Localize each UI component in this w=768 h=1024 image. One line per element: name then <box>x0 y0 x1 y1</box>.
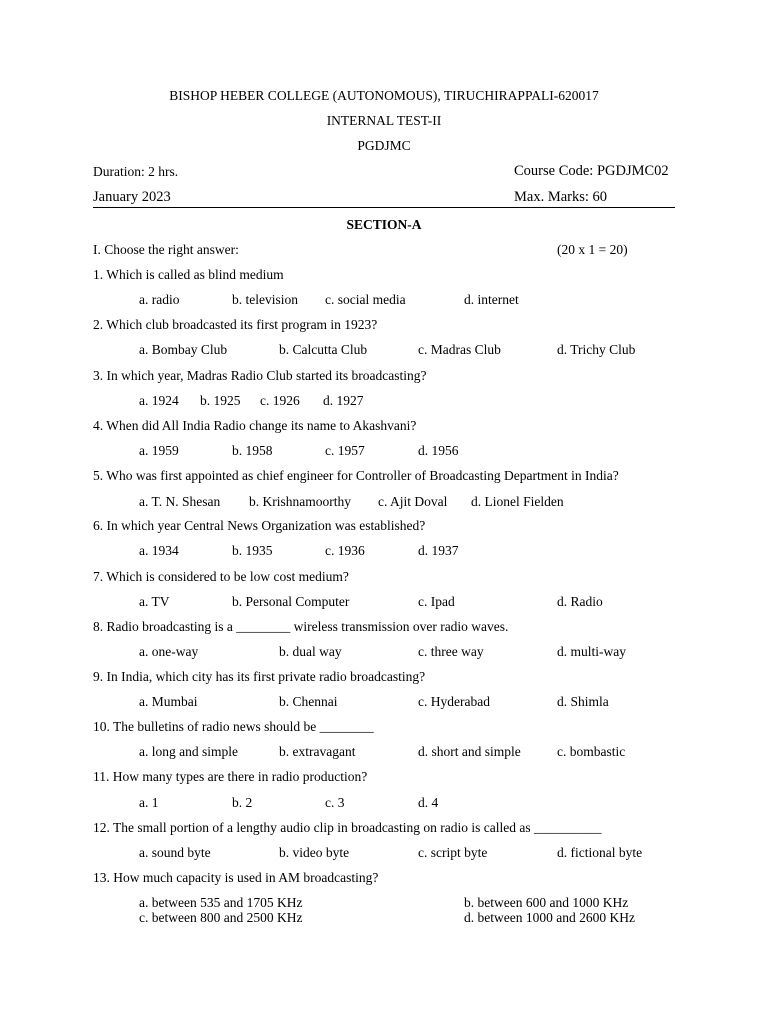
option: d. Trichy Club <box>557 342 636 357</box>
option: c. between 800 and 2500 KHz <box>139 910 303 925</box>
question-text: 1. Which is called as blind medium <box>93 267 284 282</box>
option: d. 1956 <box>418 443 459 458</box>
option: c. Ipad <box>418 594 455 609</box>
question-text: 7. Which is considered to be low cost medium? <box>93 569 349 584</box>
option: a. between 535 and 1705 KHz <box>139 895 303 910</box>
question-text: 11. How many types are there in radio production? <box>93 769 368 784</box>
option: d. 4 <box>418 795 439 810</box>
option: c. three way <box>418 644 484 659</box>
option: a. sound byte <box>139 845 211 860</box>
section-marks: (20 x 1 = 20) <box>557 242 628 257</box>
option: d. internet <box>464 292 519 307</box>
option: a. 1934 <box>139 543 179 558</box>
option: c. 1936 <box>325 543 365 558</box>
question-text: 2. Which club broadcasted its first program in 1923? <box>93 317 378 332</box>
max-marks-label: Max. Marks: 60 <box>514 189 608 205</box>
question-text: 4. When did All India Radio change its name to Akashvani? <box>93 418 417 433</box>
course-code-label: Course Code: PGDJMC02 <box>514 163 669 179</box>
option: a. long and simple <box>139 744 238 759</box>
option: b. between 600 and 1000 KHz <box>464 895 629 910</box>
option: d. between 1000 and 2600 KHz <box>464 910 635 925</box>
option: b. 2 <box>232 795 253 810</box>
option: a. radio <box>139 292 180 307</box>
option: d. 1937 <box>418 543 459 558</box>
college-name: BISHOP HEBER COLLEGE (AUTONOMOUS), TIRUCHIRAPPALI-620017 <box>169 88 599 103</box>
duration-label: Duration: 2 hrs. <box>93 164 179 179</box>
option: d. short and simple <box>418 744 521 759</box>
header-divider <box>93 207 675 208</box>
option: c. 1957 <box>325 443 365 458</box>
option: b. television <box>232 292 298 307</box>
option: d. fictional byte <box>557 845 643 860</box>
option: d. 1927 <box>323 393 364 408</box>
option: b. Chennai <box>279 694 338 709</box>
option: c. 3 <box>325 795 345 810</box>
option: a. 1924 <box>139 393 179 408</box>
option: b. extravagant <box>279 744 356 759</box>
question-text: 5. Who was first appointed as chief engineer for Controller of Broadcasting Department in India? <box>93 468 619 483</box>
option: b. video byte <box>279 845 350 860</box>
option: c. 1926 <box>260 393 300 408</box>
question-text: 3. In which year, Madras Radio Club started its broadcasting? <box>93 368 427 383</box>
question-text: 9. In India, which city has its first private radio broadcasting? <box>93 669 426 684</box>
option: b. 1935 <box>232 543 273 558</box>
option: a. 1 <box>139 795 159 810</box>
option: b. Calcutta Club <box>279 342 368 357</box>
option: d. Shimla <box>557 694 609 709</box>
option: a. 1959 <box>139 443 179 458</box>
section-instruction: I. Choose the right answer: <box>93 242 239 257</box>
option: a. one-way <box>139 644 199 659</box>
option: c. social media <box>325 292 406 307</box>
option: d. multi-way <box>557 644 626 659</box>
exam-date: January 2023 <box>93 189 171 205</box>
section-title: SECTION-A <box>346 217 422 232</box>
question-text: 12. The small portion of a lengthy audio clip in broadcasting on radio is called as __________ <box>93 820 602 835</box>
question-text: 10. The bulletins of radio news should be ________ <box>93 719 374 734</box>
option: a. T. N. Shesan <box>139 494 221 509</box>
option: c. bombastic <box>557 744 626 759</box>
option: c. Madras Club <box>418 342 501 357</box>
option: c. Ajit Doval <box>378 494 448 509</box>
option: b. 1925 <box>200 393 241 408</box>
option: b. dual way <box>279 644 342 659</box>
question-text: 6. In which year Central News Organization was established? <box>93 518 426 533</box>
option: d. Radio <box>557 594 603 609</box>
option: b. Krishnamoorthy <box>249 494 351 509</box>
test-title: INTERNAL TEST-II <box>326 113 442 128</box>
question-text: 13. How much capacity is used in AM broadcasting? <box>93 870 379 885</box>
option: b. Personal Computer <box>232 594 350 609</box>
program-name: PGDJMC <box>357 138 411 153</box>
option: c. script byte <box>418 845 488 860</box>
option: a. Mumbai <box>139 694 198 709</box>
option: c. Hyderabad <box>418 694 490 709</box>
option: a. Bombay Club <box>139 342 228 357</box>
question-text: 8. Radio broadcasting is a ________ wireless transmission over radio waves. <box>93 619 509 634</box>
option: d. Lionel Fielden <box>471 494 564 509</box>
option: a. TV <box>139 594 170 609</box>
option: b. 1958 <box>232 443 273 458</box>
